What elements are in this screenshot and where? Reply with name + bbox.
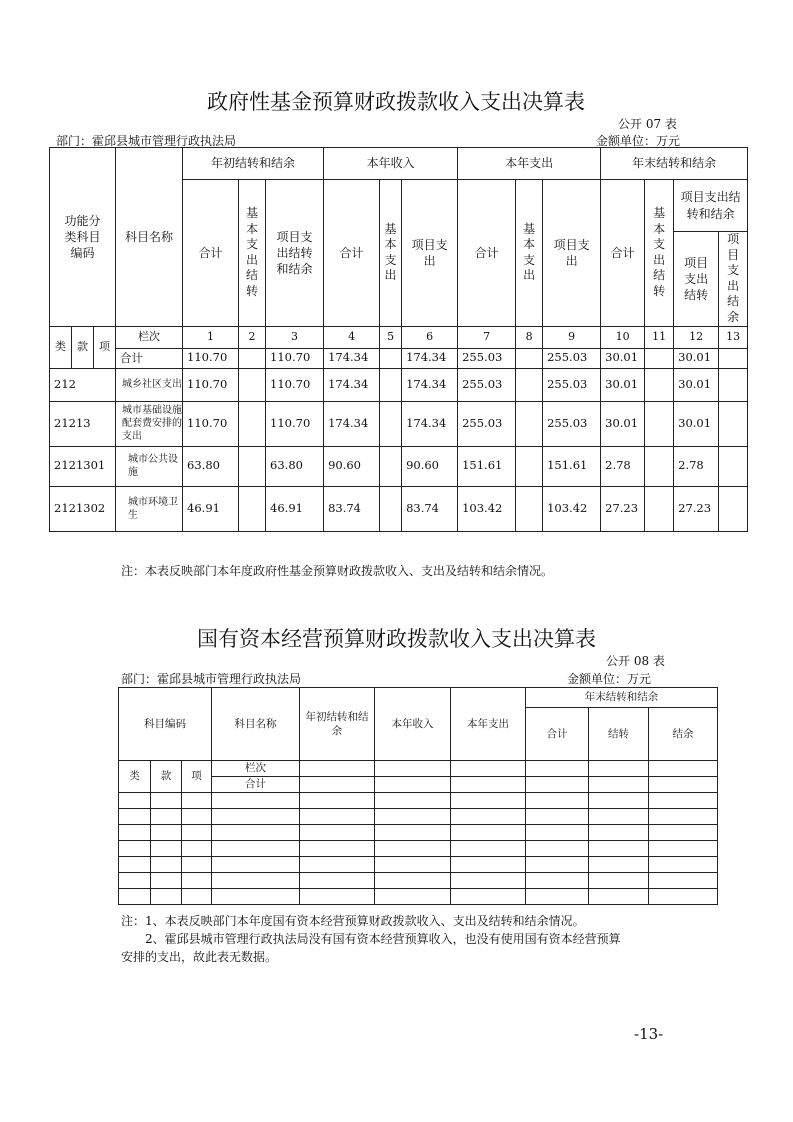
t2-cell bbox=[589, 873, 649, 889]
t2-cell bbox=[119, 873, 151, 889]
table2-form-no: 公开 08 表 bbox=[606, 654, 665, 668]
t2-cell bbox=[151, 825, 182, 841]
table-row bbox=[50, 348, 748, 368]
cell-c10: 30.01 bbox=[601, 348, 645, 368]
col-index-6: 6 bbox=[402, 326, 458, 348]
cell-c12: 27.23 bbox=[674, 486, 719, 531]
col-index-2: 2 bbox=[239, 326, 266, 348]
cell-c10: 2.78 bbox=[601, 446, 645, 486]
cell-c3: 63.80 bbox=[266, 446, 324, 486]
table2-note-2: 2、霍邱县城市管理行政执法局没有国有资本经营预算收入，也没有使用国有资本经营预算 bbox=[145, 932, 621, 946]
t2-cell bbox=[451, 889, 526, 905]
cell-c2 bbox=[239, 368, 266, 401]
t2-header-heji: 合计 bbox=[212, 777, 300, 793]
table-row bbox=[50, 446, 748, 486]
t2-cell bbox=[451, 841, 526, 857]
t2-cell bbox=[119, 793, 151, 809]
header-lanci: 栏次 bbox=[116, 326, 183, 348]
row-code: 2121301 bbox=[50, 446, 116, 486]
header-proj-carry-balance-end: 项目支出结转和结余 bbox=[674, 180, 748, 232]
table-row bbox=[50, 368, 748, 401]
t2-cell bbox=[212, 889, 300, 905]
t2-cell bbox=[182, 857, 212, 873]
t2-header-expense: 本年支出 bbox=[451, 688, 526, 761]
cell-c1: 110.70 bbox=[183, 348, 239, 368]
cell-c9: 151.61 bbox=[543, 446, 601, 486]
cell-c2 bbox=[239, 486, 266, 531]
header-proj-carry-balance: 项目支出结转和结余 bbox=[266, 180, 324, 327]
header-basic-carry: 基本支出结转 bbox=[239, 180, 266, 327]
t2-cell bbox=[526, 889, 589, 905]
header-total-2: 合计 bbox=[324, 180, 380, 327]
header-end-balance: 年末结转和结余 bbox=[601, 148, 748, 180]
t2-cell bbox=[151, 873, 182, 889]
cell-c5 bbox=[380, 446, 402, 486]
t2-cell bbox=[151, 841, 182, 857]
t2-cell bbox=[182, 825, 212, 841]
t2-cell bbox=[182, 793, 212, 809]
t2-cell bbox=[300, 777, 375, 793]
table2-note-1: 注：1、本表反映部门本年度国有资本经营预算财政拨款收入、支出及结转和结余情况。 bbox=[121, 914, 585, 928]
t2-cell bbox=[119, 809, 151, 825]
t2-cell bbox=[375, 873, 451, 889]
t2-cell bbox=[451, 777, 526, 793]
t2-cell bbox=[300, 793, 375, 809]
table1 bbox=[49, 147, 748, 532]
table2-dept: 部门：霍邱县城市管理行政执法局 bbox=[121, 672, 302, 686]
cell-c4: 90.60 bbox=[324, 446, 380, 486]
t2-header-carry: 结转 bbox=[589, 708, 649, 761]
table-row bbox=[119, 793, 718, 809]
t2-cell bbox=[451, 761, 526, 777]
cell-c7: 255.03 bbox=[458, 401, 516, 446]
table1-dept: 部门：霍邱县城市管理行政执法局 bbox=[56, 134, 237, 148]
t2-cell bbox=[649, 873, 718, 889]
header-proj-exp-1: 项目支出 bbox=[402, 180, 458, 327]
t2-cell bbox=[451, 873, 526, 889]
col-index-5: 5 bbox=[380, 326, 402, 348]
page-number: -13- bbox=[634, 1025, 664, 1043]
cell-c10: 27.23 bbox=[601, 486, 645, 531]
cell-c3: 110.70 bbox=[266, 368, 324, 401]
col-index-12: 12 bbox=[674, 326, 719, 348]
cell-c9: 103.42 bbox=[543, 486, 601, 531]
cell-c8 bbox=[516, 401, 543, 446]
cell-c9: 255.03 bbox=[543, 368, 601, 401]
t2-cell bbox=[375, 809, 451, 825]
cell-c5 bbox=[380, 486, 402, 531]
table-row bbox=[119, 825, 718, 841]
t2-header-income: 本年收入 bbox=[375, 688, 451, 761]
row-name: 城市基础设施配套费安排的支出 bbox=[116, 401, 183, 446]
table2 bbox=[118, 687, 718, 905]
header-lei: 类 bbox=[50, 326, 72, 368]
header-total-4: 合计 bbox=[601, 180, 645, 327]
header-func-code: 功能分类科目编码 bbox=[50, 148, 116, 327]
cell-c2 bbox=[239, 446, 266, 486]
cell-c10: 30.01 bbox=[601, 368, 645, 401]
cell-c7: 103.42 bbox=[458, 486, 516, 531]
t2-cell bbox=[300, 857, 375, 873]
table2-title: 国有资本经营预算财政拨款收入支出决算表 bbox=[197, 627, 596, 651]
cell-c13 bbox=[719, 486, 748, 531]
cell-c8 bbox=[516, 368, 543, 401]
cell-c11 bbox=[645, 446, 674, 486]
t2-cell bbox=[300, 841, 375, 857]
cell-c13 bbox=[719, 446, 748, 486]
t2-cell bbox=[212, 793, 300, 809]
t2-cell bbox=[182, 889, 212, 905]
cell-c12: 30.01 bbox=[674, 368, 719, 401]
t2-header-end: 年末结转和结余 bbox=[526, 688, 718, 708]
t2-cell bbox=[375, 761, 451, 777]
t2-cell bbox=[119, 825, 151, 841]
col-index-7: 7 bbox=[458, 326, 516, 348]
cell-c12: 30.01 bbox=[674, 348, 719, 368]
t2-cell bbox=[589, 761, 649, 777]
table-row bbox=[119, 809, 718, 825]
cell-c3: 110.70 bbox=[266, 348, 324, 368]
cell-c8 bbox=[516, 486, 543, 531]
cell-c5 bbox=[380, 368, 402, 401]
t2-header-name: 科目名称 bbox=[212, 688, 300, 761]
t2-cell bbox=[300, 889, 375, 905]
t2-cell bbox=[589, 889, 649, 905]
t2-cell bbox=[212, 857, 300, 873]
table1-unit: 金额单位：万元 bbox=[596, 134, 681, 148]
cell-c7: 151.61 bbox=[458, 446, 516, 486]
table2-unit: 金额单位：万元 bbox=[567, 672, 652, 686]
cell-c13 bbox=[719, 368, 748, 401]
t2-cell bbox=[589, 857, 649, 873]
header-total-1: 合计 bbox=[183, 180, 239, 327]
cell-c5 bbox=[380, 401, 402, 446]
cell-c2 bbox=[239, 401, 266, 446]
t2-header-lanci: 栏次 bbox=[212, 761, 300, 777]
cell-c11 bbox=[645, 348, 674, 368]
t2-cell bbox=[119, 889, 151, 905]
row-code: 21213 bbox=[50, 401, 116, 446]
t2-cell bbox=[649, 857, 718, 873]
t2-cell bbox=[589, 777, 649, 793]
t2-cell bbox=[300, 873, 375, 889]
header-income: 本年收入 bbox=[324, 148, 458, 180]
cell-c1: 63.80 bbox=[183, 446, 239, 486]
t2-cell bbox=[212, 841, 300, 857]
t2-cell bbox=[300, 809, 375, 825]
header-xiang: 项 bbox=[94, 326, 116, 368]
t2-cell bbox=[526, 825, 589, 841]
t2-cell bbox=[119, 841, 151, 857]
cell-c7: 255.03 bbox=[458, 368, 516, 401]
cell-c8 bbox=[516, 348, 543, 368]
t2-header-kuan: 款 bbox=[151, 761, 182, 793]
t2-cell bbox=[526, 873, 589, 889]
cell-c10: 30.01 bbox=[601, 401, 645, 446]
t2-cell bbox=[375, 777, 451, 793]
cell-c9: 255.03 bbox=[543, 401, 601, 446]
t2-cell bbox=[649, 761, 718, 777]
table-row bbox=[119, 873, 718, 889]
table1-form-no: 公开 07 表 bbox=[618, 117, 677, 131]
t2-cell bbox=[151, 809, 182, 825]
t2-cell bbox=[375, 825, 451, 841]
t2-cell bbox=[182, 873, 212, 889]
cell-c4: 83.74 bbox=[324, 486, 380, 531]
header-expense: 本年支出 bbox=[458, 148, 601, 180]
row-name: 城市公共设施 bbox=[116, 446, 183, 486]
row-name: 城乡社区支出 bbox=[116, 368, 183, 401]
table-row bbox=[119, 841, 718, 857]
cell-c13 bbox=[719, 348, 748, 368]
t2-header-total: 合计 bbox=[526, 708, 589, 761]
header-proj-carry: 项目支出结转 bbox=[674, 232, 719, 327]
header-total-3: 合计 bbox=[458, 180, 516, 327]
t2-cell bbox=[451, 825, 526, 841]
header-begin-balance: 年初结转和结余 bbox=[183, 148, 324, 180]
t2-cell bbox=[151, 793, 182, 809]
t2-cell bbox=[212, 825, 300, 841]
cell-c12: 2.78 bbox=[674, 446, 719, 486]
cell-c4: 174.34 bbox=[324, 401, 380, 446]
cell-c7: 255.03 bbox=[458, 348, 516, 368]
t2-header-xiang: 项 bbox=[182, 761, 212, 793]
t2-header-lei: 类 bbox=[119, 761, 151, 793]
t2-cell bbox=[649, 889, 718, 905]
cell-c6: 83.74 bbox=[402, 486, 458, 531]
cell-c1: 46.91 bbox=[183, 486, 239, 531]
t2-header-balance: 结余 bbox=[649, 708, 718, 761]
table-row bbox=[119, 889, 718, 905]
table1-title: 政府性基金预算财政拨款收入支出决算表 bbox=[207, 90, 585, 114]
t2-cell bbox=[182, 841, 212, 857]
cell-c6: 174.34 bbox=[402, 401, 458, 446]
header-basic-exp-1: 基本支出 bbox=[380, 180, 402, 327]
t2-cell bbox=[526, 761, 589, 777]
t2-cell bbox=[151, 889, 182, 905]
cell-c8 bbox=[516, 446, 543, 486]
t2-cell bbox=[300, 825, 375, 841]
cell-c5 bbox=[380, 348, 402, 368]
cell-c2 bbox=[239, 348, 266, 368]
t2-cell bbox=[212, 809, 300, 825]
header-proj-exp-2: 项目支出 bbox=[543, 180, 601, 327]
t2-cell bbox=[649, 825, 718, 841]
col-index-3: 3 bbox=[266, 326, 324, 348]
t2-cell bbox=[649, 793, 718, 809]
t2-cell bbox=[451, 809, 526, 825]
col-index-9: 9 bbox=[543, 326, 601, 348]
t2-cell bbox=[182, 809, 212, 825]
cell-c1: 110.70 bbox=[183, 401, 239, 446]
header-proj-balance: 项目支出结余 bbox=[719, 232, 748, 327]
t2-cell bbox=[526, 841, 589, 857]
cell-c12: 30.01 bbox=[674, 401, 719, 446]
col-index-4: 4 bbox=[324, 326, 380, 348]
cell-c3: 46.91 bbox=[266, 486, 324, 531]
cell-c3: 110.70 bbox=[266, 401, 324, 446]
header-basic-exp-2: 基本支出 bbox=[516, 180, 543, 327]
t2-cell bbox=[589, 825, 649, 841]
col-index-8: 8 bbox=[516, 326, 543, 348]
header-subject-name: 科目名称 bbox=[116, 148, 183, 327]
t2-cell bbox=[649, 841, 718, 857]
cell-c1: 110.70 bbox=[183, 368, 239, 401]
t2-header-begin: 年初结转和结余 bbox=[300, 688, 375, 761]
cell-c11 bbox=[645, 401, 674, 446]
header-kuan: 款 bbox=[72, 326, 94, 368]
t2-header-code: 科目编码 bbox=[119, 688, 212, 761]
table2-note-3: 安排的支出，故此表无数据。 bbox=[121, 950, 278, 964]
header-basic-carry-end: 基本支出结转 bbox=[645, 180, 674, 327]
t2-cell bbox=[649, 777, 718, 793]
table-row bbox=[119, 857, 718, 873]
t2-cell bbox=[451, 857, 526, 873]
col-index-1: 1 bbox=[183, 326, 239, 348]
t2-cell bbox=[589, 793, 649, 809]
cell-c4: 174.34 bbox=[324, 368, 380, 401]
t2-cell bbox=[649, 809, 718, 825]
cell-c13 bbox=[719, 401, 748, 446]
t2-cell bbox=[526, 809, 589, 825]
cell-c11 bbox=[645, 368, 674, 401]
t2-cell bbox=[526, 777, 589, 793]
row-code: 2121302 bbox=[50, 486, 116, 531]
t2-cell bbox=[589, 809, 649, 825]
col-index-11: 11 bbox=[645, 326, 674, 348]
cell-c4: 174.34 bbox=[324, 348, 380, 368]
t2-cell bbox=[151, 857, 182, 873]
row-name: 合计 bbox=[116, 348, 183, 368]
cell-c6: 174.34 bbox=[402, 368, 458, 401]
t2-cell bbox=[375, 857, 451, 873]
cell-c11 bbox=[645, 486, 674, 531]
t2-cell bbox=[375, 841, 451, 857]
t2-cell bbox=[451, 793, 526, 809]
col-index-10: 10 bbox=[601, 326, 645, 348]
t2-cell bbox=[526, 793, 589, 809]
col-index-13: 13 bbox=[719, 326, 748, 348]
t2-cell bbox=[212, 873, 300, 889]
cell-c6: 174.34 bbox=[402, 348, 458, 368]
row-name: 城市环境卫生 bbox=[116, 486, 183, 531]
cell-c9: 255.03 bbox=[543, 348, 601, 368]
t2-cell bbox=[375, 793, 451, 809]
t2-cell bbox=[119, 857, 151, 873]
row-code: 212 bbox=[50, 368, 116, 401]
table-row bbox=[50, 401, 748, 446]
t2-cell bbox=[375, 889, 451, 905]
t2-cell bbox=[300, 761, 375, 777]
table-row bbox=[50, 486, 748, 531]
t2-cell bbox=[526, 857, 589, 873]
table1-note: 注：本表反映部门本年度政府性基金预算财政拨款收入、支出及结转和结余情况。 bbox=[121, 564, 554, 578]
t2-cell bbox=[589, 841, 649, 857]
cell-c6: 90.60 bbox=[402, 446, 458, 486]
